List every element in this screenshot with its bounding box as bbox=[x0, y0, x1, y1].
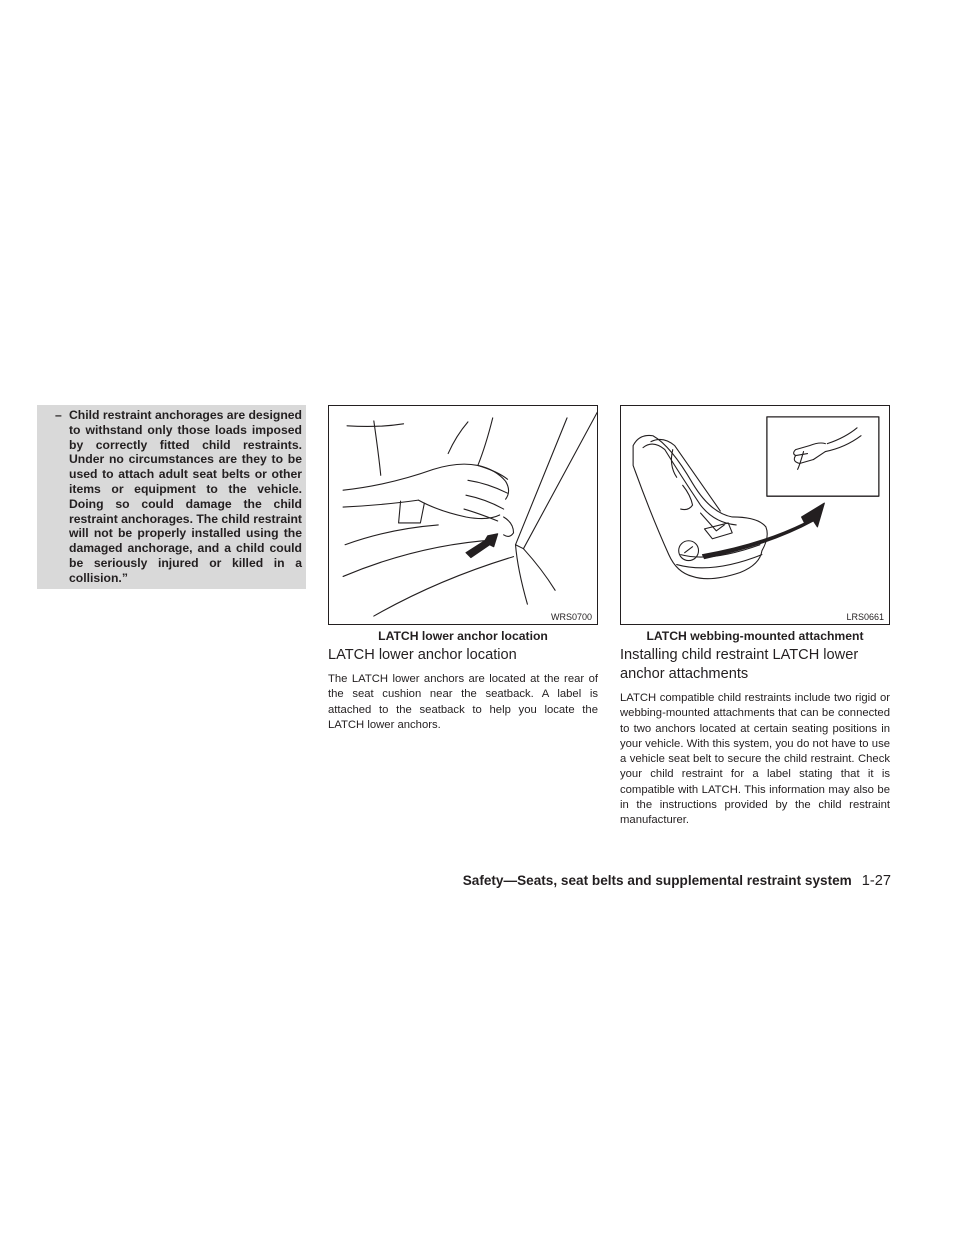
figure-caption: LATCH webbing-mounted attachment bbox=[646, 629, 864, 643]
warning-text bbox=[55, 408, 302, 586]
page-number: 1-27 bbox=[861, 873, 891, 889]
page-footer bbox=[463, 873, 891, 889]
hand-on-seat-anchor-illustration bbox=[329, 406, 597, 624]
section-body: The LATCH lower anchors are located at the rear of the seat cushion near the seatback. A label is attached to the seatback to help you locate the LATCH lower anchors. bbox=[328, 673, 598, 731]
footer-section-title: Safety—Seats, seat belts and supplemental restraint system bbox=[462, 873, 852, 888]
figure-latch-lower-anchor bbox=[328, 405, 598, 625]
section-heading: LATCH lower anchor location bbox=[328, 647, 517, 663]
figure-code: LRS0661 bbox=[846, 612, 884, 622]
section-body: LATCH compatible child restraints include two rigid or webbing-mounted attachments that can be connected to two anchors located at certain seating positions in your vehicle. With this system, you do not have to use a vehicle seat belt to secure the child restraint. Check your child restraint for a label stating that it is compatible with LATCH. This information may also be in the instructions provided by the child restraint manufacturer. bbox=[620, 692, 890, 827]
warning-dash: – bbox=[55, 408, 62, 422]
section-heading: Installing child restraint LATCH lower anchor attachments bbox=[620, 647, 859, 682]
child-seat-attachment-illustration bbox=[621, 406, 889, 624]
figure-latch-webbing-attachment bbox=[620, 405, 890, 625]
warning-body: Child restraint anchorages are designed to withstand only those loads imposed by correctly fitted child restraints. Under no circumstances are they to be used to attach adult seat belts or other items or equipment to the vehicle. Doing so could damage the child restraint anchorages. The child restraint will not be properly installed using the damaged anchorage, and a child could be seriously injured or killed in a collision.” bbox=[69, 408, 302, 585]
figure-caption: LATCH lower anchor location bbox=[378, 629, 548, 643]
figure-code: WRS0700 bbox=[550, 612, 592, 622]
warning-box bbox=[37, 405, 306, 589]
